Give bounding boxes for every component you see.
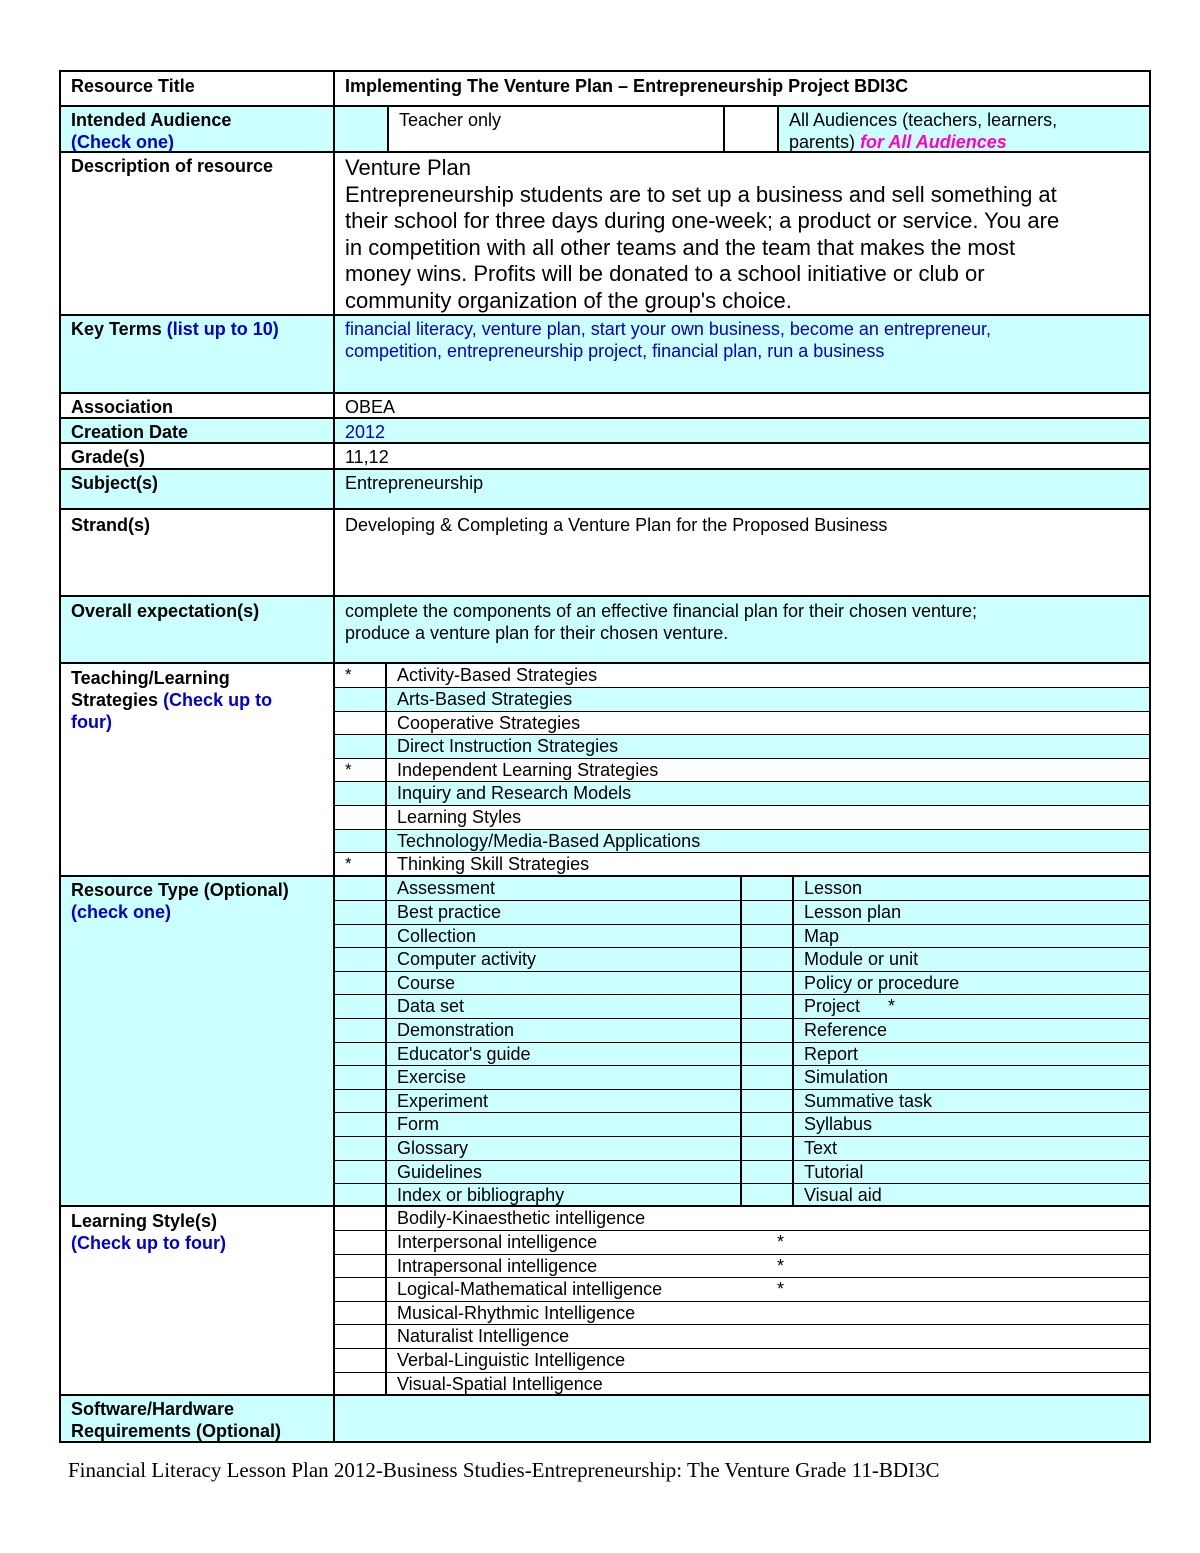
resource-type-option: Lesson plan	[804, 902, 902, 922]
resource-type-row	[335, 1065, 1149, 1089]
resource-type-row	[335, 1136, 1149, 1160]
learning-style-text: Verbal-Linguistic Intelligence	[397, 1349, 626, 1370]
intended-audience-label	[61, 107, 335, 151]
strategy-row[interactable]	[335, 805, 1149, 829]
resource-type-checkbox[interactable]	[335, 1066, 387, 1089]
all-audiences-line1: All Audiences (teachers, learners,	[789, 110, 1058, 130]
resource-type-checkbox[interactable]	[742, 972, 794, 995]
row-resource-title	[61, 72, 1149, 105]
strategy-label: Activity-Based Strategies	[397, 665, 598, 685]
software-label	[61, 1396, 335, 1441]
resource-type-title: Resource Type (Optional)	[71, 880, 289, 900]
learning-style-option	[387, 1278, 1149, 1301]
key-terms-value	[335, 316, 1149, 392]
row-key-terms	[61, 314, 1149, 392]
resource-type-row	[335, 994, 1149, 1018]
resource-type-checkbox[interactable]	[335, 995, 387, 1018]
resource-type-option: Lesson	[804, 878, 863, 898]
learning-style-option	[387, 1325, 1149, 1348]
resource-type-option: Glossary	[387, 1137, 742, 1160]
resource-type-option: Data set	[387, 995, 742, 1018]
teacher-only-label: Teacher only	[389, 107, 725, 151]
row-intended-audience	[61, 105, 1149, 151]
learning-style-text: Visual-Spatial Intelligence	[397, 1373, 603, 1394]
key-terms-line: financial literacy, venture plan, start your own business, become an entrepreneur,	[345, 319, 992, 339]
strategy-row[interactable]	[335, 687, 1149, 711]
overall-line: produce a venture plan for their chosen venture.	[345, 623, 729, 643]
resource-type-project-mark: *	[888, 996, 896, 1017]
resource-form-table	[59, 70, 1151, 1443]
strategy-row[interactable]	[335, 711, 1149, 735]
resource-type-row	[335, 971, 1149, 995]
resource-type-checkbox[interactable]	[335, 1043, 387, 1066]
learning-style-label	[61, 1207, 335, 1394]
creation-date-value: 2012	[345, 422, 386, 442]
resource-type-checkbox[interactable]	[335, 1137, 387, 1160]
resource-type-checkbox[interactable]	[742, 901, 794, 924]
strategy-label: Learning Styles	[397, 806, 522, 827]
all-audiences-checkbox[interactable]	[725, 107, 779, 151]
resource-type-checkbox[interactable]	[742, 1043, 794, 1066]
learning-style-mark: *	[777, 1232, 785, 1252]
learning-style-checkbox[interactable]	[335, 1255, 387, 1278]
resource-type-checkbox[interactable]	[742, 925, 794, 948]
row-software-hardware	[61, 1394, 1149, 1441]
all-audiences-line2: parents)	[789, 132, 856, 152]
learning-style-checkbox[interactable]	[335, 1278, 387, 1301]
resource-type-instruction: (check one)	[71, 902, 172, 922]
strategy-label: Technology/Media-Based Applications	[397, 830, 701, 851]
resource-type-option: Educator's guide	[387, 1043, 742, 1066]
resource-type-option: Syllabus	[804, 1114, 873, 1135]
resource-type-row	[335, 900, 1149, 924]
row-strategies	[61, 662, 1149, 875]
resource-type-option: Simulation	[804, 1067, 889, 1088]
learning-style-text: Logical-Mathematical intelligence	[397, 1279, 663, 1300]
resource-type-option: Computer activity	[387, 948, 742, 971]
resource-type-option: Exercise	[387, 1066, 742, 1089]
learning-style-option	[387, 1231, 1149, 1254]
key-terms-line: competition, entrepreneurship project, financial plan, run a business	[345, 341, 885, 361]
strategy-checkbox[interactable]	[335, 735, 387, 758]
row-subjects	[61, 468, 1149, 508]
learning-style-mark: *	[777, 1279, 785, 1300]
learning-style-instruction: (Check up to four)	[71, 1233, 226, 1253]
learning-style-title: Learning Style(s)	[71, 1211, 218, 1231]
resource-type-row	[335, 1112, 1149, 1136]
resource-type-option: Report	[804, 1043, 859, 1064]
grades-label: Grade(s)	[61, 444, 335, 468]
strategy-checkbox[interactable]: *	[335, 664, 387, 687]
strategy-checkbox[interactable]: *	[335, 759, 387, 782]
learning-style-checkbox[interactable]	[335, 1349, 387, 1372]
resource-type-option: Index or bibliography	[387, 1184, 742, 1207]
resource-type-row	[335, 877, 1149, 900]
association-label: Association	[61, 394, 335, 417]
description-title: Venture Plan	[345, 155, 471, 180]
strands-value: Developing & Completing a Venture Plan for the Proposed Business	[345, 515, 888, 535]
key-terms-instruction: (list up to 10)	[166, 319, 279, 339]
resource-type-checkbox[interactable]	[742, 948, 794, 971]
strategies-title-2: Strategies	[71, 690, 159, 710]
strategy-row[interactable]	[335, 852, 1149, 876]
resource-type-option: Form	[387, 1113, 742, 1136]
resource-type-option: Experiment	[387, 1090, 742, 1113]
resource-type-label	[61, 877, 335, 1205]
resource-type-option: Module or unit	[804, 949, 919, 970]
learning-style-text: Naturalist Intelligence	[397, 1326, 570, 1347]
resource-type-checkbox[interactable]	[742, 1066, 794, 1089]
learning-style-text: Intrapersonal intelligence	[397, 1255, 598, 1276]
strategy-checkbox[interactable]	[335, 782, 387, 805]
row-creation-date	[61, 417, 1149, 442]
resource-type-checkbox[interactable]	[742, 1184, 794, 1207]
teacher-only-checkbox[interactable]	[335, 107, 389, 151]
strategy-label: Inquiry and Research Models	[397, 783, 632, 804]
strategy-label: Direct Instruction Strategies	[397, 736, 619, 757]
strategy-row[interactable]	[335, 781, 1149, 805]
resource-type-option: Course	[387, 972, 742, 995]
strategies-instruction: (Check up to	[163, 690, 273, 710]
intended-audience-title: Intended Audience	[71, 110, 232, 130]
row-learning-styles	[61, 1205, 1149, 1394]
learning-style-list	[335, 1207, 1149, 1394]
resource-type-checkbox[interactable]	[335, 925, 387, 948]
description-line: Entrepreneurship students are to set up a business and sell something at	[345, 181, 1057, 207]
resource-type-option: Assessment	[387, 877, 742, 900]
resource-type-checkbox[interactable]	[742, 1019, 794, 1042]
learning-style-row[interactable]	[335, 1254, 1149, 1278]
resource-type-checkbox[interactable]	[335, 877, 387, 900]
software-label-line: Software/Hardware	[71, 1399, 235, 1419]
resource-type-checkbox[interactable]	[335, 1113, 387, 1136]
resource-type-option: Guidelines	[387, 1161, 742, 1184]
row-resource-type	[61, 875, 1149, 1205]
resource-type-checkbox[interactable]	[742, 1090, 794, 1113]
resource-type-project-label: Project	[804, 996, 861, 1017]
resource-type-option: Best practice	[387, 901, 742, 924]
description-line: in competition with all other teams and the team that makes the most	[345, 234, 1016, 260]
resource-type-row	[335, 947, 1149, 971]
subjects-value: Entrepreneurship	[345, 473, 484, 493]
learning-style-row[interactable]	[335, 1301, 1149, 1325]
resource-title-label: Resource Title	[61, 72, 335, 105]
all-audiences-note: for All Audiences	[860, 132, 1007, 152]
resource-type-row	[335, 924, 1149, 948]
resource-type-row	[335, 1042, 1149, 1066]
page-footer: Financial Literacy Lesson Plan 2012-Business Studies-Entrepreneurship: The Venture Grade 11-BDI3C	[68, 1458, 940, 1482]
audience-options	[335, 107, 1149, 151]
strategy-row[interactable]	[335, 734, 1149, 758]
resource-title-value: Implementing The Venture Plan – Entrepreneurship Project BDI3C	[345, 76, 909, 96]
learning-style-row[interactable]	[335, 1230, 1149, 1254]
strategy-checkbox[interactable]: *	[335, 853, 387, 876]
strategy-checkbox[interactable]	[335, 712, 387, 735]
overall-line: complete the components of an effective financial plan for their chosen venture;	[345, 601, 978, 621]
learning-style-option	[387, 1255, 1149, 1278]
resource-type-checkbox[interactable]	[335, 901, 387, 924]
learning-style-row[interactable]	[335, 1348, 1149, 1372]
resource-type-checkbox[interactable]	[335, 1161, 387, 1184]
description-line: community organization of the group's choice.	[345, 287, 792, 313]
all-audiences-label	[779, 107, 1149, 151]
resource-type-row	[335, 1018, 1149, 1042]
strategy-row[interactable]	[335, 758, 1149, 782]
resource-type-option: Demonstration	[387, 1019, 742, 1042]
row-strands	[61, 508, 1149, 595]
resource-type-checkbox[interactable]	[742, 877, 794, 900]
overall-value	[335, 597, 1149, 662]
resource-type-checkbox[interactable]	[335, 1184, 387, 1207]
row-overall-expectations	[61, 595, 1149, 662]
resource-type-row	[335, 1183, 1149, 1207]
strategy-checkbox[interactable]	[335, 806, 387, 829]
strategies-instruction-2: four)	[71, 712, 112, 732]
resource-type-row	[335, 1089, 1149, 1113]
association-value: OBEA	[345, 397, 396, 417]
strategy-label: Arts-Based Strategies	[397, 689, 573, 709]
strands-label: Strand(s)	[61, 510, 335, 595]
resource-type-option: Text	[804, 1137, 838, 1158]
resource-type-checkbox[interactable]	[742, 995, 794, 1018]
strategy-label: Thinking Skill Strategies	[397, 854, 590, 875]
learning-style-mark: *	[777, 1255, 785, 1276]
learning-style-row[interactable]	[335, 1324, 1149, 1348]
key-terms-title: Key Terms	[71, 319, 162, 339]
learning-style-checkbox[interactable]	[335, 1325, 387, 1348]
resource-type-option: Reference	[804, 1019, 888, 1040]
resource-type-option: Summative task	[804, 1090, 933, 1111]
resource-type-row	[335, 1160, 1149, 1184]
software-value[interactable]	[335, 1396, 1149, 1441]
learning-style-checkbox[interactable]	[335, 1373, 387, 1396]
strategy-checkbox[interactable]	[335, 688, 387, 711]
creation-date-label: Creation Date	[61, 419, 335, 442]
description-label: Description of resource	[61, 153, 335, 314]
strategy-checkbox[interactable]	[335, 830, 387, 853]
description-value	[335, 153, 1149, 314]
learning-style-row[interactable]	[335, 1372, 1149, 1396]
resource-type-checkbox[interactable]	[335, 948, 387, 971]
learning-style-row[interactable]	[335, 1207, 1149, 1230]
resource-type-checkbox[interactable]	[335, 1090, 387, 1113]
resource-type-grid	[335, 877, 1149, 1205]
description-line: their school for three days during one-week; a product or service. You are	[345, 208, 1060, 234]
resource-type-option: Map	[804, 925, 840, 946]
strategies-label	[61, 664, 335, 875]
learning-style-option	[387, 1207, 1149, 1230]
resource-type-option: Visual aid	[804, 1185, 882, 1206]
resource-type-option: Collection	[387, 925, 742, 948]
key-terms-label	[61, 316, 335, 392]
resource-type-checkbox[interactable]	[742, 1161, 794, 1184]
learning-style-option	[387, 1349, 1149, 1372]
subjects-label: Subject(s)	[61, 470, 335, 508]
learning-style-text: Interpersonal intelligence	[397, 1232, 598, 1252]
description-line: money wins. Profits will be donated to a school initiative or club or	[345, 261, 985, 287]
resource-type-option: Policy or procedure	[804, 972, 960, 993]
learning-style-option	[387, 1373, 1149, 1396]
strategies-title: Teaching/Learning	[71, 668, 230, 688]
row-grades	[61, 442, 1149, 468]
intended-audience-instruction: (Check one)	[71, 132, 175, 152]
strategy-label: Independent Learning Strategies	[397, 759, 659, 780]
strategy-row[interactable]	[335, 829, 1149, 853]
grades-value: 11,12	[345, 447, 389, 467]
resource-type-option: Tutorial	[804, 1161, 864, 1182]
resource-type-checkbox[interactable]	[742, 1113, 794, 1136]
strategies-list	[335, 664, 1149, 875]
software-label-line: Requirements (Optional)	[71, 1421, 282, 1441]
learning-style-checkbox[interactable]	[335, 1207, 387, 1230]
learning-style-option	[387, 1302, 1149, 1325]
strategy-row[interactable]	[335, 664, 1149, 687]
learning-style-text: Musical-Rhythmic Intelligence	[397, 1302, 636, 1323]
resource-type-checkbox[interactable]	[335, 1019, 387, 1042]
row-description	[61, 151, 1149, 314]
learning-style-checkbox[interactable]	[335, 1231, 387, 1254]
overall-label: Overall expectation(s)	[61, 597, 335, 662]
strategy-label: Cooperative Strategies	[397, 712, 581, 733]
resource-type-checkbox[interactable]	[742, 1137, 794, 1160]
row-association	[61, 392, 1149, 417]
learning-style-checkbox[interactable]	[335, 1302, 387, 1325]
learning-style-text: Bodily-Kinaesthetic intelligence	[397, 1208, 646, 1228]
resource-type-checkbox[interactable]	[335, 972, 387, 995]
resource-type-option-project	[794, 995, 1149, 1018]
learning-style-row[interactable]	[335, 1277, 1149, 1301]
